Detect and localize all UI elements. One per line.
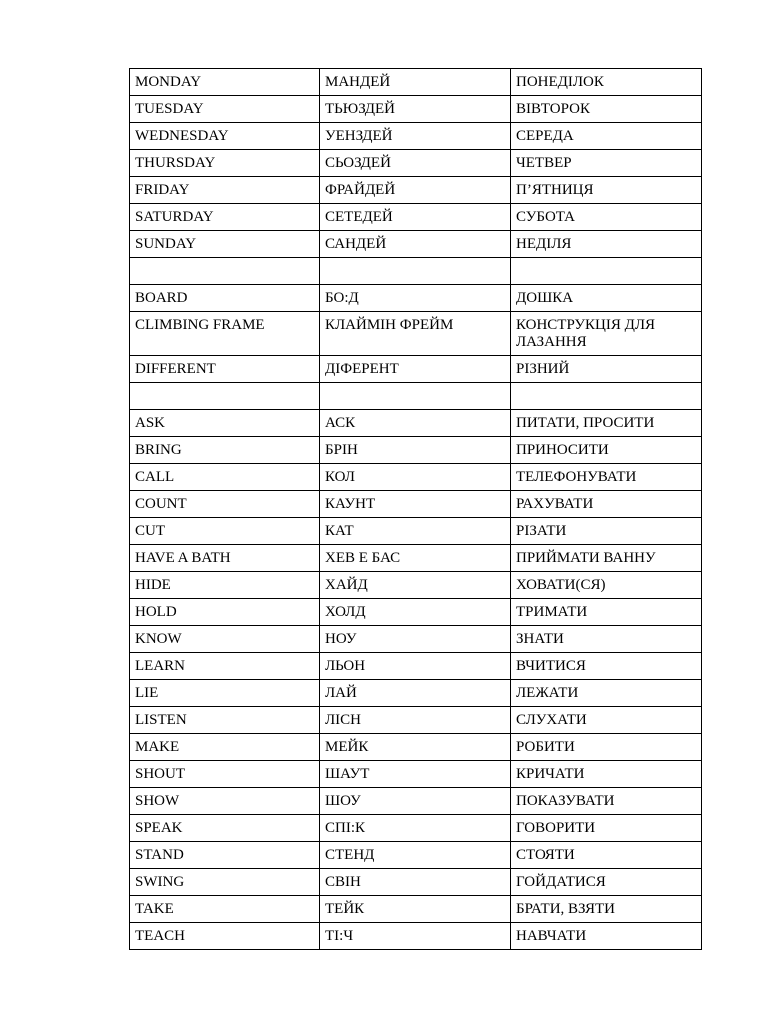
ukrainian-translation-cell: ГОВОРИТИ	[511, 815, 702, 842]
english-word-cell: ASK	[130, 410, 320, 437]
ukrainian-translation-cell: СЕРЕДА	[511, 123, 702, 150]
english-word-cell: WEDNESDAY	[130, 123, 320, 150]
english-word-cell: THURSDAY	[130, 150, 320, 177]
table-row	[130, 464, 702, 491]
ukrainian-translation-cell: ДОШКА	[511, 285, 702, 312]
english-word-cell: TEACH	[130, 923, 320, 950]
transcription-cell: СВІН	[320, 869, 511, 896]
table-row	[130, 545, 702, 572]
english-word-cell: HAVE A BATH	[130, 545, 320, 572]
english-word-cell: LEARN	[130, 653, 320, 680]
transcription-cell: ТЬЮЗДЕЙ	[320, 96, 511, 123]
english-word-cell: CLIMBING FRAME	[130, 312, 320, 356]
ukrainian-translation-cell: ПОКАЗУВАТИ	[511, 788, 702, 815]
english-word-cell: TAKE	[130, 896, 320, 923]
table-row	[130, 626, 702, 653]
ukrainian-translation-cell	[511, 383, 702, 410]
english-word-cell: LIE	[130, 680, 320, 707]
transcription-cell: МЕЙК	[320, 734, 511, 761]
transcription-cell: КАУНТ	[320, 491, 511, 518]
ukrainian-translation-cell: БРАТИ, ВЗЯТИ	[511, 896, 702, 923]
table-row	[130, 491, 702, 518]
transcription-cell	[320, 258, 511, 285]
transcription-cell: ТЕЙК	[320, 896, 511, 923]
english-word-cell: STAND	[130, 842, 320, 869]
transcription-cell: ФРАЙДЕЙ	[320, 177, 511, 204]
ukrainian-translation-cell: ВІВТОРОК	[511, 96, 702, 123]
table-row	[130, 923, 702, 950]
ukrainian-translation-cell: ВЧИТИСЯ	[511, 653, 702, 680]
ukrainian-translation-cell: ПРИНОСИТИ	[511, 437, 702, 464]
ukrainian-translation-cell: РІЗНИЙ	[511, 356, 702, 383]
table-row	[130, 231, 702, 258]
table-row	[130, 312, 702, 356]
english-word-cell: SATURDAY	[130, 204, 320, 231]
transcription-cell: УЕНЗДЕЙ	[320, 123, 511, 150]
transcription-cell: КОЛ	[320, 464, 511, 491]
ukrainian-translation-cell: СУБОТА	[511, 204, 702, 231]
table-row	[130, 761, 702, 788]
english-word-cell: SHOUT	[130, 761, 320, 788]
transcription-cell: ХЕВ Е БАС	[320, 545, 511, 572]
ukrainian-translation-cell: ПИТАТИ, ПРОСИТИ	[511, 410, 702, 437]
transcription-cell: БРІН	[320, 437, 511, 464]
english-word-cell: MAKE	[130, 734, 320, 761]
ukrainian-translation-cell: СТОЯТИ	[511, 842, 702, 869]
table-row	[130, 869, 702, 896]
transcription-cell	[320, 383, 511, 410]
ukrainian-translation-cell: ХОВАТИ(СЯ)	[511, 572, 702, 599]
blank-separator-row	[130, 258, 702, 285]
english-word-cell: CALL	[130, 464, 320, 491]
english-word-cell: SWING	[130, 869, 320, 896]
english-word-cell: KNOW	[130, 626, 320, 653]
ukrainian-translation-cell: П’ЯТНИЦЯ	[511, 177, 702, 204]
transcription-cell: БО:Д	[320, 285, 511, 312]
table-row	[130, 842, 702, 869]
transcription-cell: МАНДЕЙ	[320, 69, 511, 96]
english-word-cell: MONDAY	[130, 69, 320, 96]
transcription-cell: АСК	[320, 410, 511, 437]
transcription-cell: КАТ	[320, 518, 511, 545]
ukrainian-translation-cell: ГОЙДАТИСЯ	[511, 869, 702, 896]
transcription-cell: ХАЙД	[320, 572, 511, 599]
transcription-cell: ШАУТ	[320, 761, 511, 788]
ukrainian-translation-cell: ЛЕЖАТИ	[511, 680, 702, 707]
transcription-cell: ДІФЕРЕНТ	[320, 356, 511, 383]
ukrainian-translation-cell: РОБИТИ	[511, 734, 702, 761]
ukrainian-translation-cell: НЕДІЛЯ	[511, 231, 702, 258]
table-row	[130, 788, 702, 815]
english-word-cell: SHOW	[130, 788, 320, 815]
table-row	[130, 734, 702, 761]
table-row	[130, 204, 702, 231]
ukrainian-translation-cell: КОНСТРУКЦІЯ ДЛЯ ЛАЗАННЯ	[511, 312, 702, 356]
english-word-cell: DIFFERENT	[130, 356, 320, 383]
table-row	[130, 177, 702, 204]
table-row	[130, 815, 702, 842]
english-word-cell: FRIDAY	[130, 177, 320, 204]
transcription-cell: СПІ:К	[320, 815, 511, 842]
table-row	[130, 410, 702, 437]
ukrainian-translation-cell: СЛУХАТИ	[511, 707, 702, 734]
transcription-cell: СЕТЕДЕЙ	[320, 204, 511, 231]
vocabulary-table-body	[130, 69, 702, 950]
vocabulary-table	[129, 68, 702, 950]
ukrainian-translation-cell: ТРИМАТИ	[511, 599, 702, 626]
table-row	[130, 69, 702, 96]
transcription-cell: ЛЬОН	[320, 653, 511, 680]
english-word-cell: CUT	[130, 518, 320, 545]
transcription-cell: ЛАЙ	[320, 680, 511, 707]
english-word-cell: BRING	[130, 437, 320, 464]
transcription-cell: НОУ	[320, 626, 511, 653]
ukrainian-translation-cell: РІЗАТИ	[511, 518, 702, 545]
english-word-cell	[130, 383, 320, 410]
table-row	[130, 572, 702, 599]
blank-separator-row	[130, 383, 702, 410]
transcription-cell: ТІ:Ч	[320, 923, 511, 950]
ukrainian-translation-cell: ПОНЕДІЛОК	[511, 69, 702, 96]
ukrainian-translation-cell: РАХУВАТИ	[511, 491, 702, 518]
english-word-cell: LISTEN	[130, 707, 320, 734]
table-row	[130, 707, 702, 734]
english-word-cell: HIDE	[130, 572, 320, 599]
table-row	[130, 150, 702, 177]
transcription-cell: ХОЛД	[320, 599, 511, 626]
ukrainian-translation-cell: ЧЕТВЕР	[511, 150, 702, 177]
transcription-cell: ЛІСН	[320, 707, 511, 734]
table-row	[130, 437, 702, 464]
table-row	[130, 680, 702, 707]
english-word-cell: SPEAK	[130, 815, 320, 842]
ukrainian-translation-cell: НАВЧАТИ	[511, 923, 702, 950]
english-word-cell	[130, 258, 320, 285]
transcription-cell: КЛАЙМІН ФРЕЙМ	[320, 312, 511, 356]
transcription-cell: СЬОЗДЕЙ	[320, 150, 511, 177]
ukrainian-translation-cell: ТЕЛЕФОНУВАТИ	[511, 464, 702, 491]
english-word-cell: TUESDAY	[130, 96, 320, 123]
ukrainian-translation-cell: КРИЧАТИ	[511, 761, 702, 788]
table-row	[130, 518, 702, 545]
english-word-cell: SUNDAY	[130, 231, 320, 258]
ukrainian-translation-cell	[511, 258, 702, 285]
english-word-cell: BOARD	[130, 285, 320, 312]
table-row	[130, 96, 702, 123]
table-row	[130, 285, 702, 312]
transcription-cell: САНДЕЙ	[320, 231, 511, 258]
english-word-cell: COUNT	[130, 491, 320, 518]
transcription-cell: СТЕНД	[320, 842, 511, 869]
table-row	[130, 653, 702, 680]
english-word-cell: HOLD	[130, 599, 320, 626]
ukrainian-translation-cell: ЗНАТИ	[511, 626, 702, 653]
table-row	[130, 356, 702, 383]
transcription-cell: ШОУ	[320, 788, 511, 815]
table-row	[130, 123, 702, 150]
table-row	[130, 599, 702, 626]
ukrainian-translation-cell: ПРИЙМАТИ ВАННУ	[511, 545, 702, 572]
table-row	[130, 896, 702, 923]
